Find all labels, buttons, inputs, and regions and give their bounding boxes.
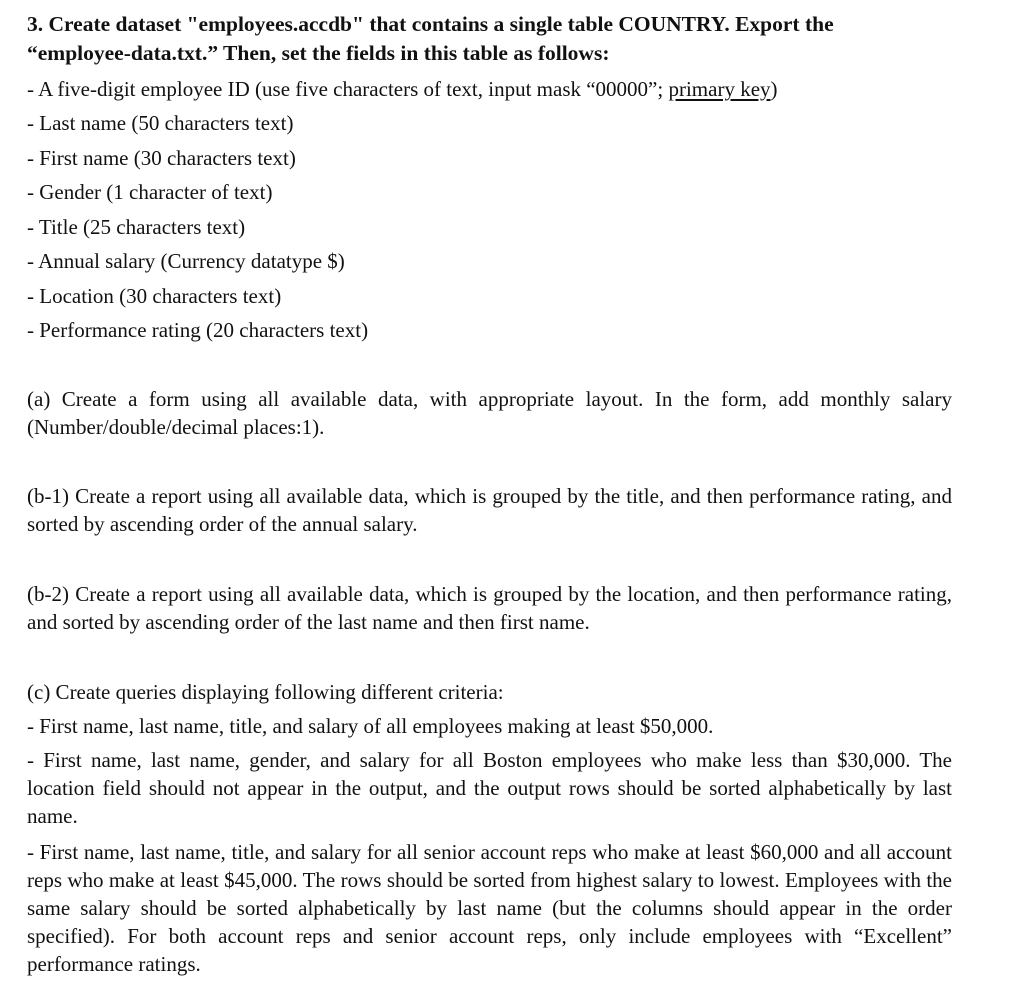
query-1: - First name, last name, title, and salary of all employees making at least $50,000. [27, 714, 714, 738]
query-2: - First name, last name, gender, and salary for all Boston employees who make less than $30,000. The location field should not appear in the output, and the output rows should be sorted alphabetically by last name. [27, 748, 952, 828]
primary-key-link[interactable]: primary key [668, 77, 771, 101]
part-b2-paragraph: (b-2) Create a report using all available data, which is grouped by the location, and then performance rating, and sorted by ascending order of the last name and then first name. [27, 582, 952, 634]
field-location: - Location (30 characters text) [27, 284, 282, 308]
field-gender: - Gender (1 character of text) [27, 180, 273, 204]
field-last-name: - Last name (50 characters text) [27, 111, 294, 135]
query-3: - First name, last name, title, and salary for all senior account reps who make at least $60,000 and all account reps who make at least $45,000. The rows should be sorted from highest salary to lowest. Employees with the same salary should be sorted alphabetically by last name (but the columns should appear in the order specified). For both account reps and senior account reps, only include employees with “Excellent” performance ratings. [27, 840, 952, 976]
field-employee-id-close: ) [770, 77, 778, 101]
field-employee-id-text: - A five-digit employee ID (use five characters of text, input mask “00000”; [27, 77, 669, 101]
part-a-paragraph: (a) Create a form using all available data, with appropriate layout. In the form, add monthly salary (Number/double/decimal places:1). [27, 387, 952, 439]
question-heading-line-2: “employee-data.txt.” Then, set the fields in this table as follows: [27, 41, 610, 65]
part-b1-paragraph: (b-1) Create a report using all available data, which is grouped by the title, and then performance rating, and sorted by ascending order of the annual salary. [27, 484, 952, 536]
question-heading-line-1: 3. Create dataset "employees.accdb" that contains a single table COUNTRY. Export the [27, 12, 834, 36]
field-title: - Title (25 characters text) [27, 215, 246, 239]
field-employee-id [27, 75, 952, 103]
field-performance-rating: - Performance rating (20 characters text) [27, 318, 369, 342]
part-c-intro: (c) Create queries displaying following different criteria: [27, 680, 504, 704]
field-first-name: - First name (30 characters text) [27, 146, 296, 170]
field-annual-salary: - Annual salary (Currency datatype $) [27, 249, 345, 273]
